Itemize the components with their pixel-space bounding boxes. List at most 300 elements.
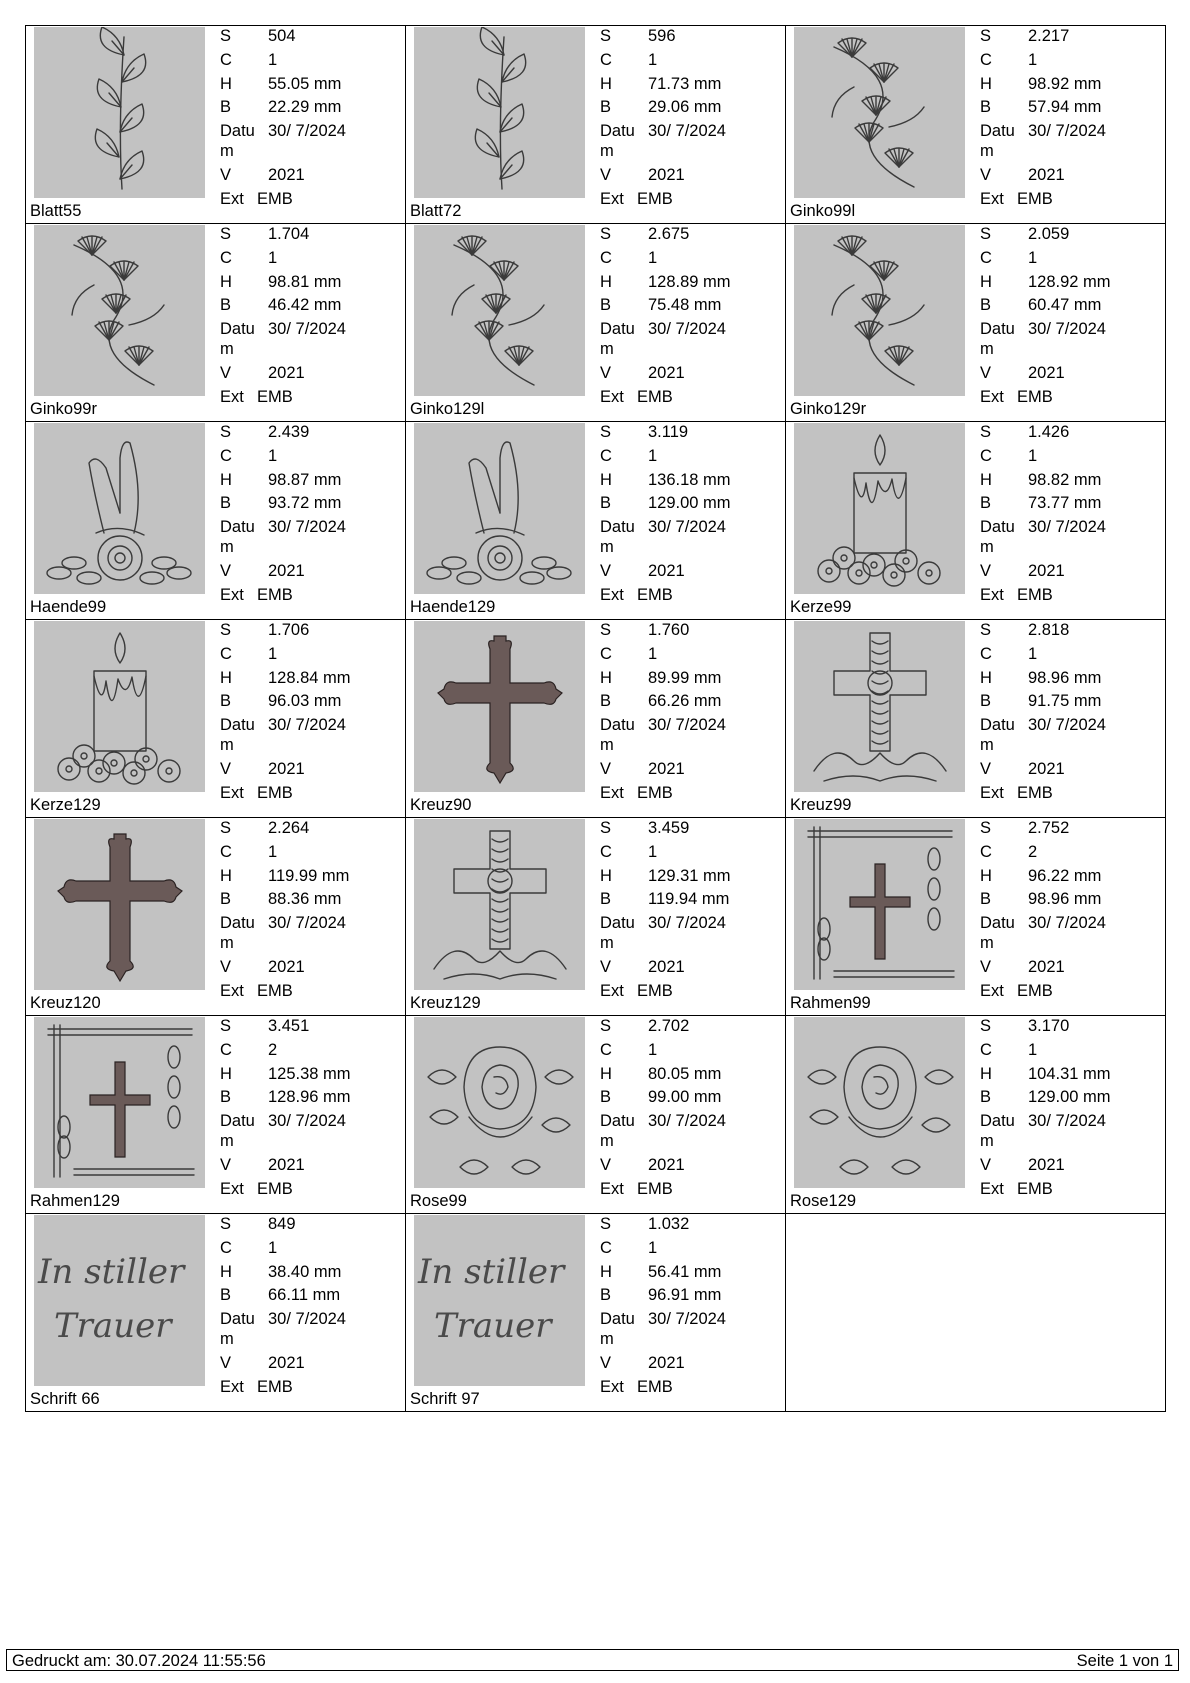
spec-label-width: B	[220, 1088, 232, 1106]
spec-label-date-wrap: m	[980, 736, 994, 754]
spec-value-height: 98.82 mm	[1028, 471, 1102, 489]
catalog-row	[26, 26, 1166, 224]
spec-value-colors: 1	[268, 447, 278, 465]
spec-label-colors: C	[600, 645, 612, 663]
script-line-1: In stiller	[418, 1252, 565, 1292]
spec-label-version: V	[600, 562, 612, 580]
spec-label-version: V	[220, 760, 232, 778]
design-card	[26, 1214, 406, 1412]
spec-value-stitches: 2.217	[1028, 27, 1070, 45]
empty-cell	[786, 1214, 1166, 1412]
spec-label-stitches: S	[600, 225, 612, 243]
spec-value-date: 30/ 7/2024	[648, 1310, 726, 1328]
spec-label-date: Datu	[220, 914, 255, 932]
design-thumbnail	[414, 1215, 585, 1386]
spec-label-date: Datu	[600, 518, 635, 536]
spec-label-height: H	[980, 471, 992, 489]
design-thumbnail	[794, 1017, 965, 1188]
spec-label-colors: C	[980, 51, 992, 69]
spec-value-version: 2021	[648, 958, 685, 976]
spec-label-height: H	[220, 867, 232, 885]
spec-value-extension: EMB	[637, 388, 673, 406]
spec-label-stitches: S	[980, 225, 992, 243]
spec-label-stitches: S	[220, 423, 232, 441]
spec-label-version: V	[220, 562, 232, 580]
spec-value-extension: EMB	[637, 784, 673, 802]
spec-label-stitches: S	[600, 423, 612, 441]
spec-value-height: 96.22 mm	[1028, 867, 1102, 885]
framed-cross-icon	[794, 819, 965, 990]
spec-label-stitches: S	[600, 819, 612, 837]
spec-label-width: B	[600, 1088, 612, 1106]
design-name: Ginko129r	[790, 400, 867, 418]
spec-value-height: 128.92 mm	[1028, 273, 1111, 291]
design-thumbnail	[794, 819, 965, 990]
leaf-branch-icon	[34, 27, 205, 198]
spec-label-width: B	[980, 98, 992, 116]
spec-label-version: V	[220, 1156, 232, 1174]
spec-label-extension: Ext	[220, 1180, 244, 1198]
design-card	[26, 1016, 406, 1214]
spec-label-date: Datu	[980, 716, 1015, 734]
spec-label-extension: Ext	[600, 1180, 624, 1198]
spec-label-width: B	[600, 692, 612, 710]
spec-value-width: 99.00 mm	[648, 1088, 722, 1106]
spec-label-extension: Ext	[980, 982, 1004, 1000]
spec-label-stitches: S	[220, 1017, 232, 1035]
spec-label-height: H	[600, 273, 612, 291]
spec-value-date: 30/ 7/2024	[268, 122, 346, 140]
script-line-1: In stiller	[38, 1252, 185, 1292]
spec-value-version: 2021	[268, 166, 305, 184]
design-card	[406, 26, 786, 224]
spec-label-height: H	[600, 867, 612, 885]
spec-value-version: 2021	[268, 562, 305, 580]
print-timestamp: Gedruckt am: 30.07.2024 11:55:56	[12, 1652, 266, 1670]
spec-value-stitches: 2.059	[1028, 225, 1070, 243]
spec-label-date-wrap: m	[220, 736, 234, 754]
design-card	[406, 1214, 786, 1412]
spec-label-width: B	[600, 98, 612, 116]
spec-label-date: Datu	[600, 320, 635, 338]
spec-label-extension: Ext	[220, 784, 244, 802]
spec-value-version: 2021	[268, 1354, 305, 1372]
catalog-row	[26, 1016, 1166, 1214]
spec-value-colors: 2	[268, 1041, 278, 1059]
spec-value-date: 30/ 7/2024	[648, 914, 726, 932]
spec-value-width: 60.47 mm	[1028, 296, 1102, 314]
spec-label-date: Datu	[220, 1310, 255, 1328]
catalog-row	[26, 422, 1166, 620]
spec-label-extension: Ext	[600, 982, 624, 1000]
catalog-row	[26, 224, 1166, 422]
spec-label-colors: C	[600, 1239, 612, 1257]
spec-label-height: H	[980, 75, 992, 93]
spec-value-colors: 1	[648, 843, 658, 861]
spec-label-stitches: S	[600, 621, 612, 639]
spec-label-stitches: S	[980, 27, 992, 45]
spec-label-extension: Ext	[600, 388, 624, 406]
ginkgo-branch-icon	[34, 225, 205, 396]
candle-icon	[794, 423, 965, 594]
script-line-2: Trauer	[434, 1306, 552, 1346]
spec-label-version: V	[220, 1354, 232, 1372]
spec-label-stitches: S	[600, 1215, 612, 1233]
catalog-row	[26, 620, 1166, 818]
design-thumbnail	[34, 621, 205, 792]
design-thumbnail	[34, 1017, 205, 1188]
spec-label-stitches: S	[220, 27, 232, 45]
design-name: Rahmen99	[790, 994, 871, 1012]
spec-label-colors: C	[220, 645, 232, 663]
spec-label-width: B	[220, 494, 232, 512]
spec-label-extension: Ext	[980, 784, 1004, 802]
spec-value-colors: 1	[648, 249, 658, 267]
spec-label-date-wrap: m	[220, 538, 234, 556]
spec-label-width: B	[600, 890, 612, 908]
design-card	[26, 224, 406, 422]
spec-label-width: B	[600, 1286, 612, 1304]
spec-value-date: 30/ 7/2024	[648, 716, 726, 734]
spec-label-colors: C	[600, 447, 612, 465]
spec-value-version: 2021	[1028, 760, 1065, 778]
spec-label-extension: Ext	[220, 982, 244, 1000]
spec-value-stitches: 1.426	[1028, 423, 1070, 441]
spec-value-height: 125.38 mm	[268, 1065, 351, 1083]
spec-label-extension: Ext	[600, 1378, 624, 1396]
spec-value-date: 30/ 7/2024	[1028, 320, 1106, 338]
spec-label-width: B	[220, 1286, 232, 1304]
design-card	[406, 224, 786, 422]
spec-label-stitches: S	[220, 621, 232, 639]
ginkgo-branch-icon	[794, 27, 965, 198]
spec-value-extension: EMB	[257, 784, 293, 802]
spec-value-stitches: 2.752	[1028, 819, 1070, 837]
spec-label-version: V	[980, 364, 992, 382]
design-thumbnail	[794, 27, 965, 198]
spec-value-date: 30/ 7/2024	[648, 1112, 726, 1130]
design-card	[406, 620, 786, 818]
design-thumbnail	[34, 225, 205, 396]
spec-value-height: 98.96 mm	[1028, 669, 1102, 687]
spec-value-extension: EMB	[637, 1180, 673, 1198]
spec-value-width: 73.77 mm	[1028, 494, 1102, 512]
spec-value-height: 104.31 mm	[1028, 1065, 1111, 1083]
design-name: Kerze129	[30, 796, 101, 814]
spec-value-version: 2021	[1028, 166, 1065, 184]
spec-value-stitches: 504	[268, 27, 296, 45]
ornate-cross-icon	[414, 819, 585, 990]
cross-icon	[34, 819, 205, 990]
spec-value-stitches: 596	[648, 27, 676, 45]
spec-value-width: 22.29 mm	[268, 98, 342, 116]
spec-value-date: 30/ 7/2024	[268, 1310, 346, 1328]
spec-label-colors: C	[220, 1239, 232, 1257]
spec-value-colors: 2	[1028, 843, 1038, 861]
spec-label-date-wrap: m	[980, 934, 994, 952]
spec-label-height: H	[220, 1263, 232, 1281]
framed-cross-icon	[34, 1017, 205, 1188]
spec-label-colors: C	[600, 249, 612, 267]
design-card	[786, 26, 1166, 224]
spec-label-version: V	[980, 958, 992, 976]
spec-value-version: 2021	[648, 1354, 685, 1372]
spec-value-colors: 1	[1028, 645, 1038, 663]
spec-value-extension: EMB	[257, 982, 293, 1000]
spec-value-width: 57.94 mm	[1028, 98, 1102, 116]
rose-icon	[794, 1017, 965, 1188]
design-name: Rose99	[410, 1192, 467, 1210]
design-name: Ginko99r	[30, 400, 97, 418]
design-card	[406, 422, 786, 620]
design-thumbnail	[34, 819, 205, 990]
spec-value-stitches: 2.675	[648, 225, 690, 243]
spec-label-colors: C	[220, 51, 232, 69]
spec-value-extension: EMB	[257, 1180, 293, 1198]
spec-value-colors: 1	[268, 1239, 278, 1257]
spec-label-date: Datu	[980, 518, 1015, 536]
design-card	[786, 620, 1166, 818]
spec-value-date: 30/ 7/2024	[268, 518, 346, 536]
spec-label-extension: Ext	[980, 586, 1004, 604]
spec-label-date-wrap: m	[220, 934, 234, 952]
spec-value-height: 98.92 mm	[1028, 75, 1102, 93]
spec-value-colors: 1	[268, 843, 278, 861]
spec-label-extension: Ext	[980, 1180, 1004, 1198]
spec-label-stitches: S	[980, 621, 992, 639]
spec-label-height: H	[220, 75, 232, 93]
spec-label-colors: C	[220, 249, 232, 267]
candle-icon	[34, 621, 205, 792]
spec-label-version: V	[600, 1156, 612, 1174]
spec-value-date: 30/ 7/2024	[268, 1112, 346, 1130]
spec-value-stitches: 1.032	[648, 1215, 690, 1233]
spec-value-width: 91.75 mm	[1028, 692, 1102, 710]
design-thumbnail	[414, 423, 585, 594]
spec-label-date-wrap: m	[600, 340, 614, 358]
spec-label-height: H	[600, 669, 612, 687]
spec-value-date: 30/ 7/2024	[1028, 914, 1106, 932]
spec-label-width: B	[980, 296, 992, 314]
design-name: Ginko129l	[410, 400, 485, 418]
spec-value-stitches: 2.818	[1028, 621, 1070, 639]
spec-label-height: H	[980, 669, 992, 687]
spec-label-date: Datu	[600, 716, 635, 734]
spec-value-width: 46.42 mm	[268, 296, 342, 314]
design-name: Blatt55	[30, 202, 82, 220]
spec-label-stitches: S	[600, 27, 612, 45]
spec-label-stitches: S	[600, 1017, 612, 1035]
spec-label-date-wrap: m	[980, 1132, 994, 1150]
spec-value-version: 2021	[268, 760, 305, 778]
spec-label-width: B	[600, 494, 612, 512]
spec-value-version: 2021	[1028, 1156, 1065, 1174]
spec-label-extension: Ext	[220, 388, 244, 406]
catalog-row	[26, 818, 1166, 1016]
cross-icon	[414, 621, 585, 792]
design-card	[786, 818, 1166, 1016]
spec-label-version: V	[980, 166, 992, 184]
spec-value-height: 98.87 mm	[268, 471, 342, 489]
spec-value-extension: EMB	[257, 388, 293, 406]
spec-value-version: 2021	[648, 364, 685, 382]
spec-value-date: 30/ 7/2024	[648, 320, 726, 338]
spec-label-extension: Ext	[600, 784, 624, 802]
spec-label-stitches: S	[220, 225, 232, 243]
spec-label-stitches: S	[980, 819, 992, 837]
spec-value-height: 129.31 mm	[648, 867, 731, 885]
spec-label-stitches: S	[220, 1215, 232, 1233]
spec-label-date: Datu	[600, 1310, 635, 1328]
spec-label-height: H	[220, 669, 232, 687]
spec-label-colors: C	[220, 1041, 232, 1059]
spec-value-colors: 1	[648, 1041, 658, 1059]
spec-label-version: V	[980, 562, 992, 580]
spec-label-height: H	[600, 471, 612, 489]
spec-value-date: 30/ 7/2024	[1028, 518, 1106, 536]
design-name: Schrift 66	[30, 1390, 100, 1408]
spec-value-width: 66.26 mm	[648, 692, 722, 710]
spec-value-extension: EMB	[637, 190, 673, 208]
design-name: Schrift 97	[410, 1390, 480, 1408]
spec-label-width: B	[980, 494, 992, 512]
spec-value-height: 128.89 mm	[648, 273, 731, 291]
spec-label-date-wrap: m	[600, 736, 614, 754]
spec-value-width: 129.00 mm	[648, 494, 731, 512]
spec-value-extension: EMB	[257, 1378, 293, 1396]
design-thumbnail	[414, 27, 585, 198]
spec-value-stitches: 2.439	[268, 423, 310, 441]
design-card	[26, 620, 406, 818]
spec-value-date: 30/ 7/2024	[1028, 1112, 1106, 1130]
design-name: Haende129	[410, 598, 496, 616]
spec-label-height: H	[600, 75, 612, 93]
spec-label-date-wrap: m	[220, 142, 234, 160]
design-name: Kreuz129	[410, 994, 481, 1012]
spec-label-colors: C	[980, 447, 992, 465]
spec-label-colors: C	[980, 249, 992, 267]
design-card	[26, 818, 406, 1016]
spec-label-height: H	[980, 867, 992, 885]
spec-value-stitches: 1.760	[648, 621, 690, 639]
spec-value-colors: 1	[648, 51, 658, 69]
design-card	[406, 818, 786, 1016]
spec-value-height: 71.73 mm	[648, 75, 722, 93]
spec-value-date: 30/ 7/2024	[648, 122, 726, 140]
design-thumbnail	[794, 423, 965, 594]
spec-label-width: B	[980, 890, 992, 908]
spec-value-version: 2021	[268, 364, 305, 382]
design-thumbnail	[414, 1017, 585, 1188]
spec-label-colors: C	[600, 51, 612, 69]
spec-value-stitches: 849	[268, 1215, 296, 1233]
spec-value-extension: EMB	[637, 982, 673, 1000]
design-thumbnail	[414, 819, 585, 990]
design-name: Kreuz90	[410, 796, 472, 814]
spec-label-width: B	[220, 296, 232, 314]
spec-value-colors: 1	[648, 1239, 658, 1257]
spec-value-height: 38.40 mm	[268, 1263, 342, 1281]
spec-label-date-wrap: m	[980, 142, 994, 160]
design-name: Rahmen129	[30, 1192, 120, 1210]
spec-label-extension: Ext	[980, 190, 1004, 208]
spec-value-colors: 1	[268, 249, 278, 267]
spec-label-width: B	[220, 890, 232, 908]
spec-label-date-wrap: m	[600, 142, 614, 160]
spec-value-extension: EMB	[1017, 1180, 1053, 1198]
spec-value-colors: 1	[1028, 249, 1038, 267]
spec-value-extension: EMB	[257, 586, 293, 604]
page-number: Seite 1 von 1	[1076, 1652, 1173, 1670]
spec-label-date: Datu	[600, 1112, 635, 1130]
leaf-branch-icon	[414, 27, 585, 198]
spec-value-version: 2021	[648, 562, 685, 580]
design-name: Kreuz99	[790, 796, 852, 814]
spec-value-width: 93.72 mm	[268, 494, 342, 512]
spec-value-width: 96.03 mm	[268, 692, 342, 710]
spec-label-date: Datu	[220, 518, 255, 536]
spec-value-version: 2021	[1028, 562, 1065, 580]
design-name: Kreuz120	[30, 994, 101, 1012]
spec-value-width: 75.48 mm	[648, 296, 722, 314]
spec-label-colors: C	[980, 1041, 992, 1059]
spec-value-stitches: 3.451	[268, 1017, 310, 1035]
design-thumbnail	[414, 621, 585, 792]
spec-label-height: H	[980, 1065, 992, 1083]
design-name: Haende99	[30, 598, 107, 616]
spec-value-width: 128.96 mm	[268, 1088, 351, 1106]
spec-label-colors: C	[980, 843, 992, 861]
spec-label-extension: Ext	[600, 190, 624, 208]
spec-value-height: 80.05 mm	[648, 1065, 722, 1083]
spec-value-stitches: 3.459	[648, 819, 690, 837]
spec-value-stitches: 1.704	[268, 225, 310, 243]
spec-value-date: 30/ 7/2024	[1028, 122, 1106, 140]
design-catalog-grid	[25, 25, 1166, 1412]
spec-label-version: V	[220, 364, 232, 382]
spec-value-width: 96.91 mm	[648, 1286, 722, 1304]
spec-value-height: 98.81 mm	[268, 273, 342, 291]
spec-value-date: 30/ 7/2024	[648, 518, 726, 536]
spec-value-extension: EMB	[637, 586, 673, 604]
spec-label-colors: C	[220, 843, 232, 861]
spec-label-colors: C	[600, 843, 612, 861]
spec-label-version: V	[600, 166, 612, 184]
spec-value-colors: 1	[268, 645, 278, 663]
spec-label-date-wrap: m	[600, 934, 614, 952]
spec-value-extension: EMB	[1017, 388, 1053, 406]
design-card	[26, 422, 406, 620]
spec-label-colors: C	[600, 1041, 612, 1059]
spec-value-colors: 1	[1028, 1041, 1038, 1059]
ginkgo-branch-icon	[794, 225, 965, 396]
spec-label-date-wrap: m	[600, 1132, 614, 1150]
spec-label-date: Datu	[980, 320, 1015, 338]
spec-label-date-wrap: m	[220, 1330, 234, 1348]
spec-value-date: 30/ 7/2024	[1028, 716, 1106, 734]
spec-label-date: Datu	[600, 914, 635, 932]
design-name: Rose129	[790, 1192, 857, 1210]
spec-value-width: 29.06 mm	[648, 98, 722, 116]
spec-label-version: V	[600, 760, 612, 778]
spec-label-date-wrap: m	[220, 340, 234, 358]
spec-label-date: Datu	[980, 1112, 1015, 1130]
spec-label-stitches: S	[220, 819, 232, 837]
spec-value-stitches: 3.119	[648, 423, 689, 441]
praying-hands-icon	[34, 423, 205, 594]
spec-value-height: 55.05 mm	[268, 75, 342, 93]
spec-label-extension: Ext	[220, 586, 244, 604]
